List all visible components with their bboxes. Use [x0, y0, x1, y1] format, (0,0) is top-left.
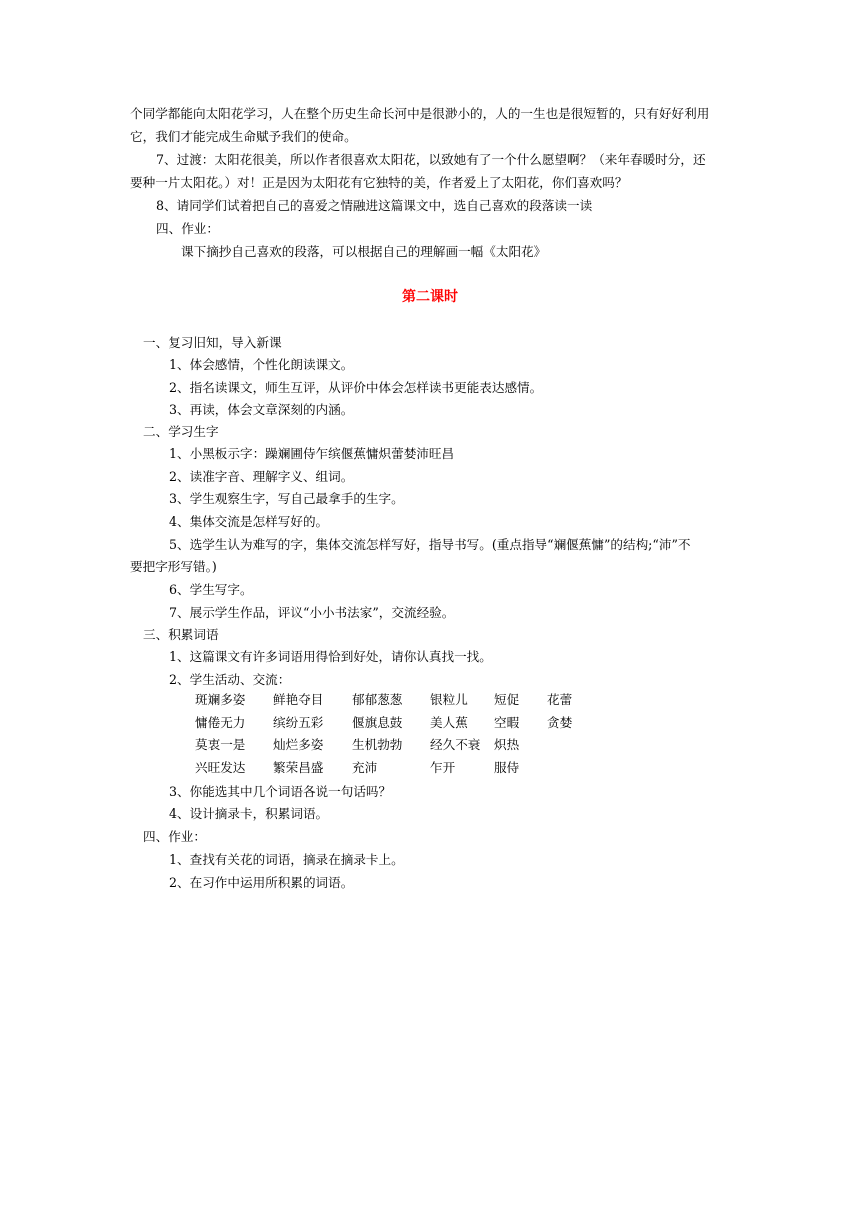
vocabulary-word: 斑斓多姿 [195, 692, 246, 707]
paragraph-line: 个同学都能向太阳花学习，人在整个历史生命长河中是很渺小的，人的一生也是很短暂的，只有好好利用 [130, 106, 710, 121]
vocabulary-word: 郁郁葱葱 [352, 692, 403, 707]
list-item: 4、集体交流是怎样写好的。 [169, 514, 329, 529]
vocabulary-word: 偃旗息鼓 [352, 714, 403, 730]
paragraph-line: 要种一片太阳花。）对！正是因为太阳花有它独特的美，作者爱上了太阳花，你们喜欢吗？ [130, 175, 628, 190]
list-item: 7、展示学生作品，评议“小小书法家”，交流经验。 [169, 605, 455, 620]
section-heading: 二、学习生字 [143, 424, 219, 439]
list-item: 4、设计摘录卡，积累词语。 [169, 806, 329, 821]
vocabulary-word: 乍开 [430, 759, 456, 775]
vocabulary-word: 繁荣昌盛 [273, 759, 324, 775]
vocabulary-word: 鲜艳夺目 [273, 692, 324, 707]
vocabulary-word: 兴旺发达 [195, 759, 246, 775]
vocabulary-word: 贪婪 [547, 714, 573, 730]
vocabulary-word: 短促 [494, 692, 520, 707]
list-item: 2、学生活动、交流： [169, 672, 291, 687]
list-item: 1、体会感情，个性化朗读课文。 [169, 357, 354, 372]
vocabulary-word: 美人蕉 [430, 714, 468, 730]
section-heading: 四、作业： [156, 221, 219, 236]
vocabulary-word: 经久不衰 [430, 737, 481, 752]
vocabulary-word: 炽热 [494, 737, 520, 752]
paragraph-line: 7、过渡：太阳花很美，所以作者很喜欢太阳花，以致她有了一个什么愿望啊？（来年春暖时分，还 [156, 152, 706, 167]
list-item: 2、在习作中运用所积累的词语。 [169, 875, 354, 890]
section-heading: 一、复习旧知，导入新课 [143, 335, 282, 350]
list-item: 2、读准字音、理解字义、组词。 [169, 469, 354, 484]
vocabulary-word: 花蕾 [547, 692, 573, 707]
section-heading: 四、作业： [143, 829, 206, 844]
section-heading: 三、积累词语 [143, 627, 219, 642]
list-item-continuation: 要把字形写错。) [130, 559, 217, 574]
vocabulary-word: 银粒儿 [430, 692, 468, 707]
paragraph-line: 8、请同学们试着把自己的喜爱之情融进这篇课文中，选自己喜欢的段落读一读 [156, 198, 593, 213]
list-item: 3、再读，体会文章深刻的内涵。 [169, 402, 354, 417]
list-item: 3、学生观察生字，写自己最拿手的生字。 [169, 491, 404, 506]
vocabulary-word: 生机勃勃 [352, 737, 403, 752]
paragraph-line: 它，我们才能完成生命赋予我们的使命。 [130, 129, 357, 144]
vocabulary-word: 空暇 [494, 714, 520, 730]
vocabulary-word: 灿烂多姿 [273, 737, 324, 752]
list-item: 1、查找有关花的词语，摘录在摘录卡上。 [169, 852, 404, 867]
vocabulary-word: 慵倦无力 [195, 714, 246, 730]
lesson-title: 第二课时 [402, 289, 458, 305]
vocabulary-word: 服侍 [494, 759, 520, 775]
vocabulary-word: 莫衷一是 [195, 737, 246, 752]
list-item: 3、你能选其中几个词语各说一句话吗？ [169, 784, 392, 799]
paragraph-line: 课下摘抄自己喜欢的段落，可以根据自己的理解画一幅《太阳花》 [181, 244, 547, 259]
list-item: 2、指名读课文，师生互评，从评价中体会怎样读书更能表达感情。 [169, 380, 543, 395]
list-item: 1、小黑板示字：躁斓圃侍乍缤偃蕉慵炽蕾婪沛旺昌 [169, 446, 455, 461]
vocabulary-word: 缤纷五彩 [273, 714, 324, 730]
list-item: 6、学生写字。 [169, 582, 253, 597]
vocabulary-word: 充沛 [352, 759, 378, 775]
list-item: 1、这篇课文有许多词语用得恰到好处，请你认真找一找。 [169, 649, 492, 664]
list-item: 5、选学生认为难写的字，集体交流怎样写好，指导书写。(重点指导“斓偃蕉慵”的结构;“沛”不 [169, 537, 691, 552]
